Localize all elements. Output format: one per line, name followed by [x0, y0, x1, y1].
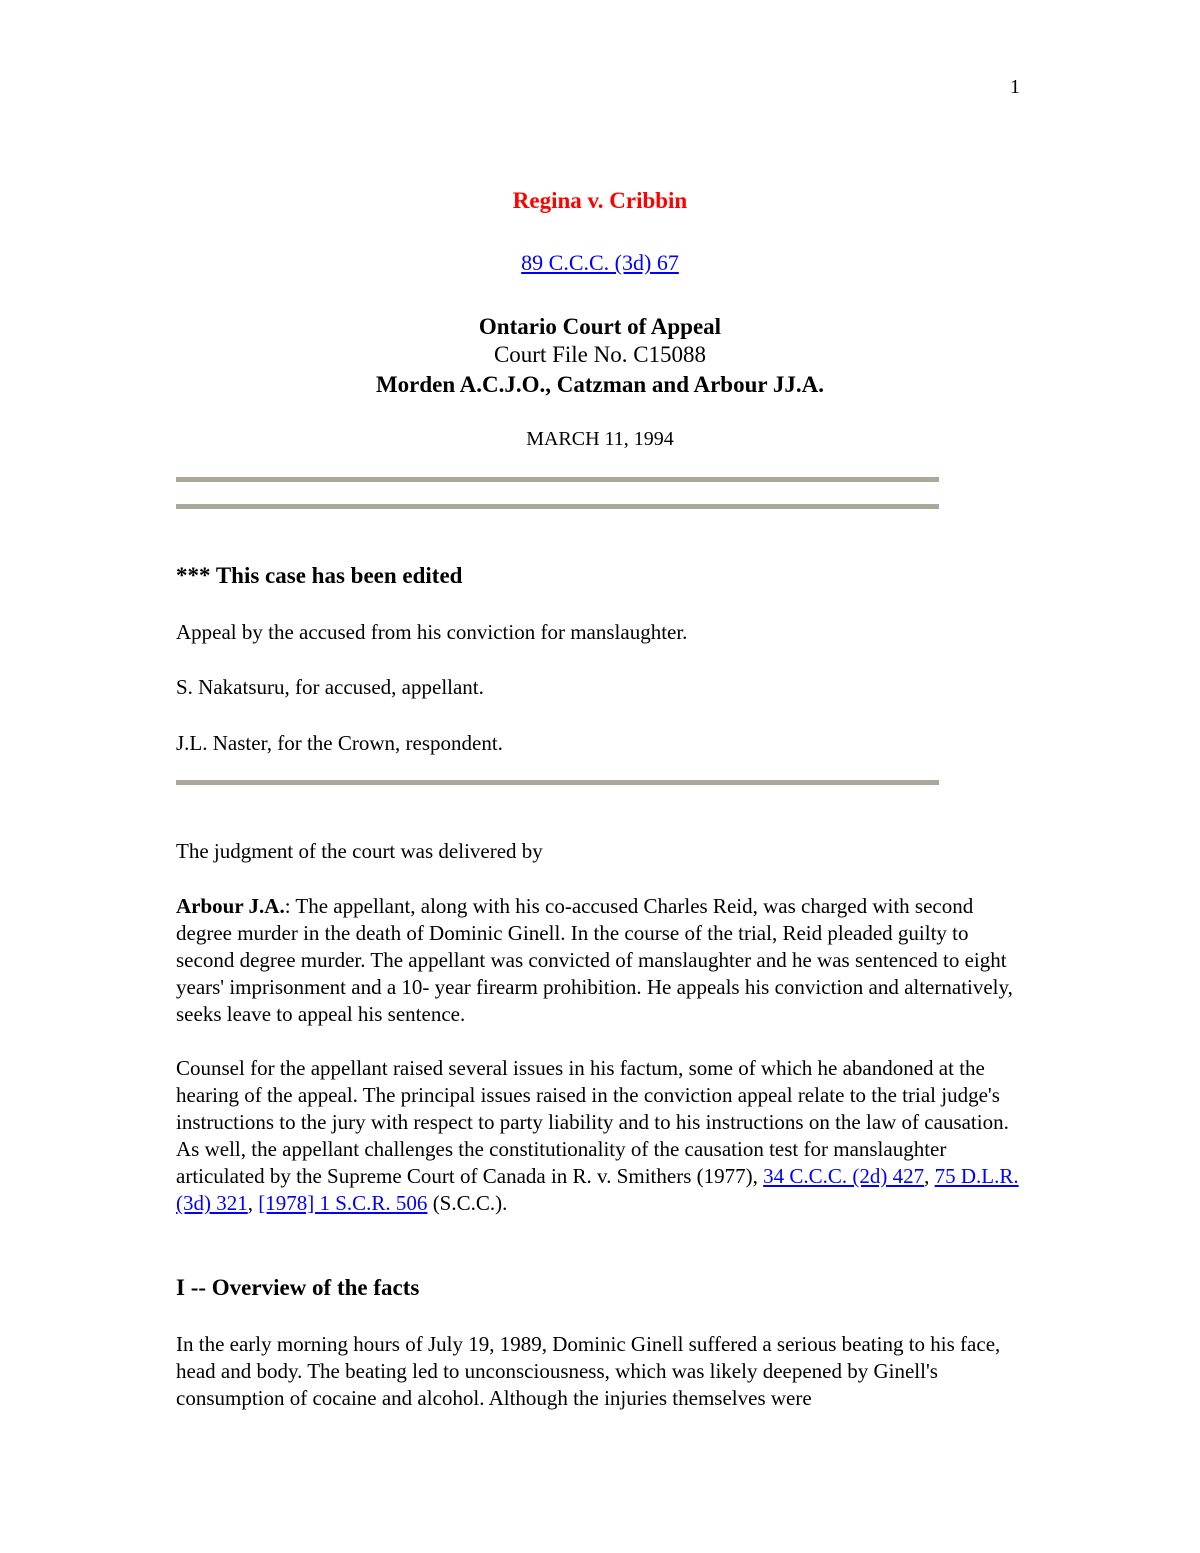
citation-link[interactable]: 89 C.C.C. (3d) 67: [521, 250, 679, 275]
section-heading: [176, 1274, 1026, 1301]
dlr-citation-link[interactable]: 75 D.L.R. (3d) 321: [176, 1164, 1019, 1215]
paragraph-1-text: : The appellant, along with his co-accused Charles Reid, was charged with second degree murder in the death of Dominic Ginell. In the course of the trial, Reid pleaded guilty to second degree murder. The appellant was convicted of manslaughter and he was sentenced to eight years' imprisonment and a 10- year firearm prohibition. He appeals his conviction and alternatively, seeks leave to appeal his sentence.: [176, 894, 1013, 1026]
paragraph-2: [176, 1055, 1026, 1217]
edited-notice: [176, 562, 1026, 589]
judge-name: Arbour J.A.: [176, 894, 285, 918]
divider: [176, 780, 939, 785]
paragraph-2-tail: (S.C.C.).: [427, 1191, 508, 1215]
court-name: Ontario Court of Appeal: [478, 314, 722, 339]
citation: [0, 250, 1200, 276]
edited-heading: *** This case has been edited: [176, 563, 463, 588]
paragraph-3: In the early morning hours of July 19, 1989, Dominic Ginell suffered a serious beating to his face, head and body. The beating led to unconsciousness, which was likely deepened by Ginell's consumption of cocaine and alcohol. Although the injuries themselves were: [176, 1332, 1001, 1410]
counsel-crown: J.L. Naster, for the Crown, respondent.: [176, 731, 503, 755]
case-title: Regina v. Cribbin: [512, 188, 688, 213]
paragraph-1: [176, 893, 1026, 1028]
paragraph-2-text: Counsel for the appellant raised several issues in his factum, some of which he abandoned at the hearing of the appeal. The principal issues raised in the conviction appeal relate to the trial judge's instructions to the jury with respect to party liability and to his instructions on the law of causation. As well, the appellant challenges the constitutionality of the causation test for manslaughter articulated by the Supreme Court of Canada in R. v. Smithers (1977),: [176, 1056, 1009, 1188]
decision-date: MARCH 11, 1994: [526, 428, 674, 450]
counsel-appellant: S. Nakatsuru, for accused, appellant.: [176, 675, 484, 699]
ccc-citation-link[interactable]: 34 C.C.C. (2d) 427: [763, 1164, 925, 1188]
separator: ,: [924, 1164, 935, 1188]
judges-panel: Morden A.C.J.O., Catzman and Arbour JJ.A.: [375, 372, 825, 397]
scr-citation-link[interactable]: [1978] 1 S.C.R. 506: [258, 1191, 428, 1215]
delivered-by: The judgment of the court was delivered by: [176, 839, 543, 863]
appeal-line: Appeal by the accused from his conviction for manslaughter.: [176, 620, 688, 644]
divider: [176, 477, 939, 482]
divider: [176, 504, 939, 509]
separator: ,: [247, 1191, 259, 1215]
section-heading-text: I -- Overview of the facts: [176, 1275, 420, 1300]
page-number: 1: [1010, 76, 1020, 98]
court-file-number: Court File No. C15088: [493, 342, 707, 367]
